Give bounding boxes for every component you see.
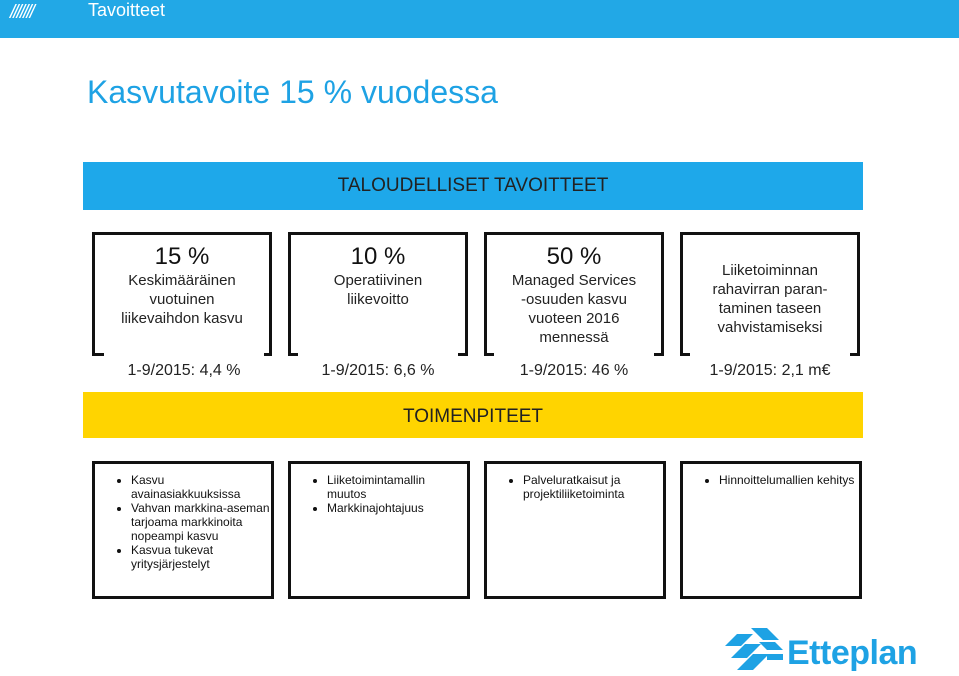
target-card-4 bbox=[680, 232, 860, 356]
target-card-2 bbox=[288, 232, 468, 356]
target-description: Operatiivinen liikevoitto bbox=[333, 272, 423, 308]
list-item: • Hinnoittelumallien kehitys bbox=[719, 473, 859, 487]
section-title: Tavoitteet bbox=[88, 0, 166, 20]
list-item: • Liiketoimintamallin muutos bbox=[327, 473, 467, 501]
action-card-1 bbox=[92, 461, 274, 599]
page-title: Kasvutavoite 15 % vuodessa bbox=[87, 74, 498, 110]
target-percentage: 15 % bbox=[154, 243, 210, 270]
financial-targets-header: TALOUDELLISET TAVOITTEET bbox=[83, 162, 863, 210]
action-card-4 bbox=[680, 461, 862, 599]
result-3: 1-9/2015: 46 % bbox=[494, 352, 654, 390]
list-item: • Vahvan markkina-aseman tarjoama markkinoita nopeampi kasvu bbox=[131, 501, 271, 543]
header-bar bbox=[0, 0, 959, 38]
result-1: 1-9/2015: 4,4 % bbox=[104, 352, 264, 390]
list-item: • Kasvua tukevat yritysjärjestelyt bbox=[131, 543, 271, 571]
target-card-1 bbox=[92, 232, 272, 356]
action-card-3 bbox=[484, 461, 666, 599]
actions-header: TOIMENPITEET bbox=[83, 392, 863, 438]
target-percentage: 10 % bbox=[350, 243, 406, 270]
result-2: 1-9/2015: 6,6 % bbox=[298, 352, 458, 390]
target-description: Keskimääräinen vuotuinen liikevaihdon kasvu bbox=[121, 272, 243, 327]
action-card-2 bbox=[288, 461, 470, 599]
list-item: • Markkinajohtajuus bbox=[327, 501, 467, 515]
target-card-3 bbox=[484, 232, 664, 356]
list-item: • Palveluratkaisut ja projektiliiketoiminta bbox=[523, 473, 663, 501]
result-4: 1-9/2015: 2,1 m€ bbox=[690, 352, 850, 390]
logo-text: Etteplan bbox=[787, 634, 918, 672]
target-description: Liiketoiminnan rahavirran paran- taminen taseen vahvistamiseksi bbox=[712, 262, 828, 336]
slash-decoration: /////// bbox=[10, 2, 33, 23]
target-percentage: 50 % bbox=[546, 243, 602, 270]
list-item: • Kasvu avainasiakkuuksissa bbox=[131, 473, 271, 501]
target-description: Managed Services -osuuden kasvu vuoteen 2016 mennessä bbox=[511, 272, 637, 346]
